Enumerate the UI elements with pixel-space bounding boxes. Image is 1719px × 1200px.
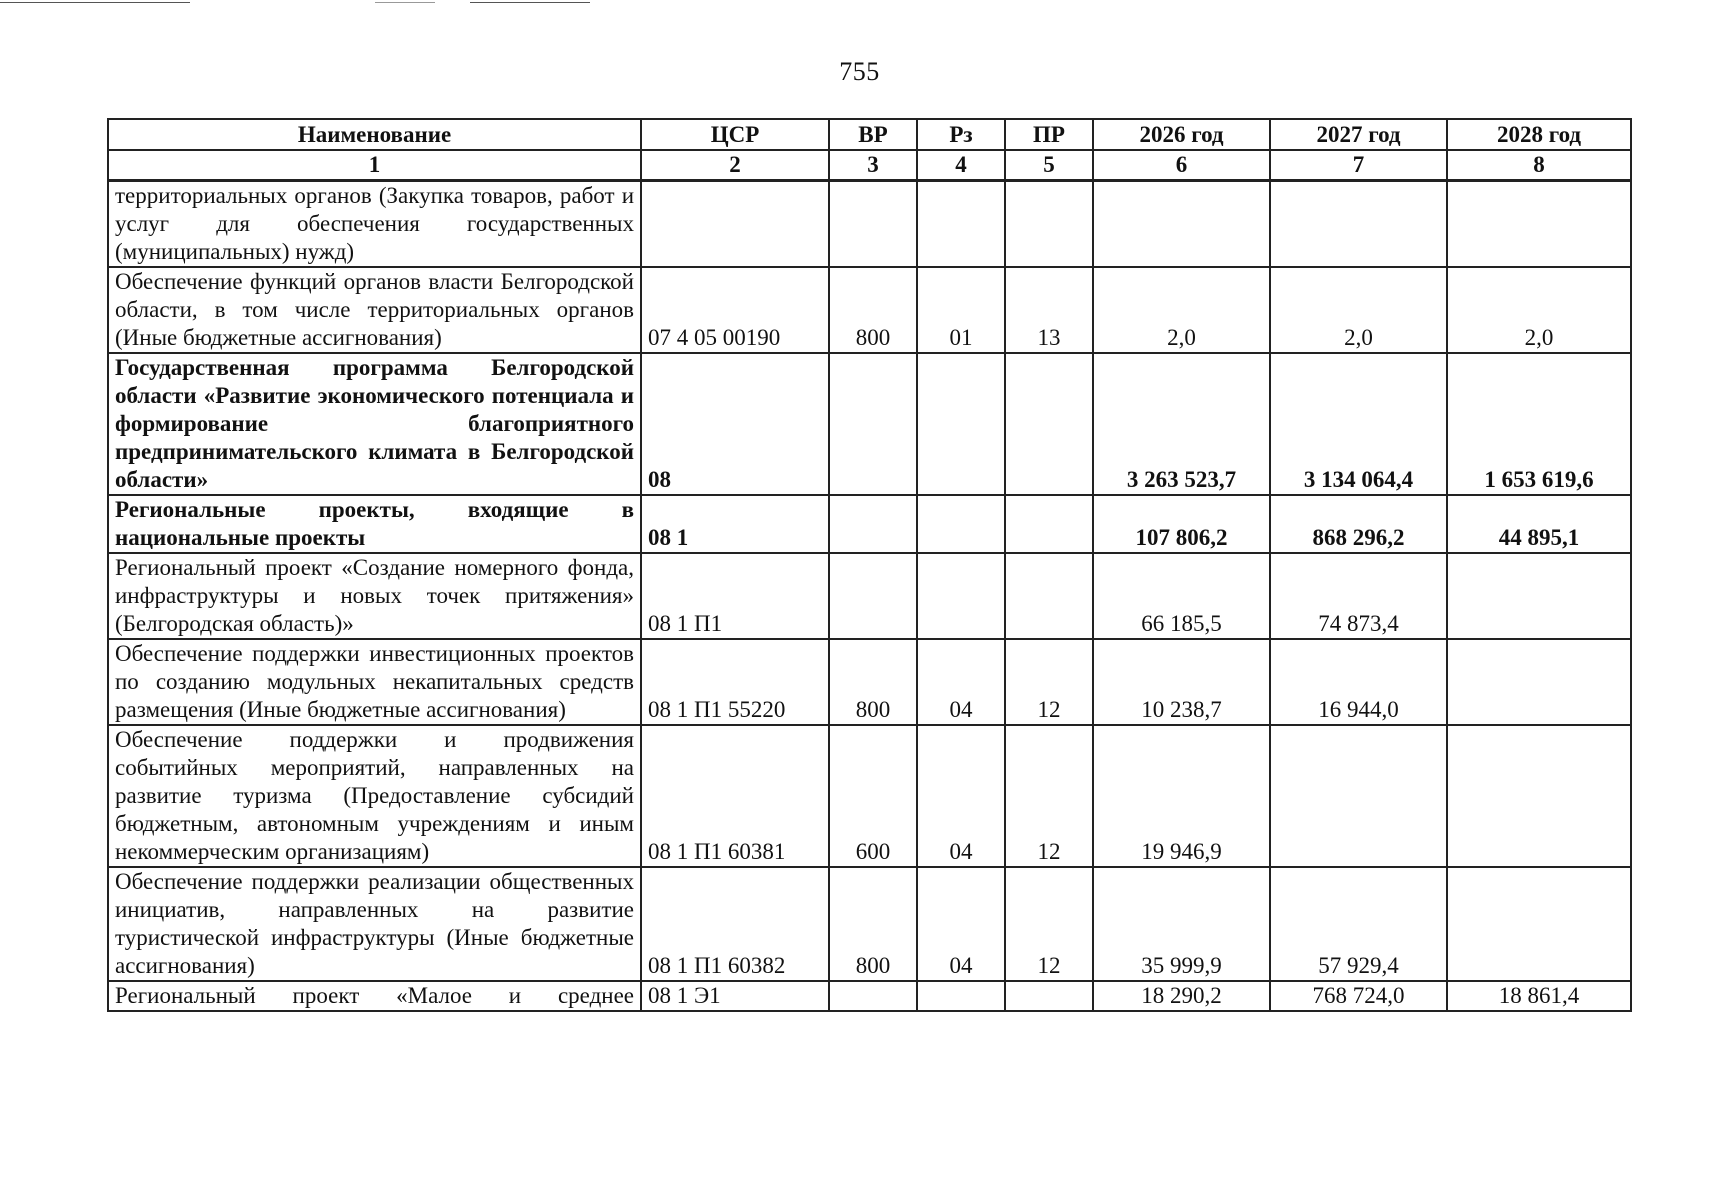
row-2027: 16 944,0 xyxy=(1270,639,1447,725)
column-number-8: 8 xyxy=(1447,150,1631,181)
row-rz: 04 xyxy=(917,639,1005,725)
row-pr xyxy=(1005,181,1093,268)
row-2027 xyxy=(1270,181,1447,268)
row-2026: 66 185,5 xyxy=(1093,553,1270,639)
row-rz xyxy=(917,495,1005,553)
row-csr: 08 1 xyxy=(641,495,829,553)
row-name: Обеспечение поддержки и продвижения событийных мероприятий, направленных на развитие туризма (Предоставление субсидий бюджетным, автономным учреждениям и иным некоммерческим организациям) xyxy=(108,725,641,867)
row-pr: 13 xyxy=(1005,267,1093,353)
row-vr xyxy=(829,495,917,553)
table-row xyxy=(108,553,1631,639)
header-vr: ВР xyxy=(829,119,917,150)
row-csr: 08 1 Э1 xyxy=(641,981,829,1011)
row-rz xyxy=(917,553,1005,639)
row-csr: 07 4 05 00190 xyxy=(641,267,829,353)
top-rule-middle xyxy=(375,2,435,3)
row-2026: 19 946,9 xyxy=(1093,725,1270,867)
row-csr: 08 1 П1 60382 xyxy=(641,867,829,981)
row-name: Государственная программа Белгородской области «Развитие экономического потенциала и формирование благоприятного предпринимательского климата в Белгородской области» xyxy=(108,353,641,495)
column-number-4: 4 xyxy=(917,150,1005,181)
row-name: Региональный проект «Малое и среднее xyxy=(108,981,641,1011)
column-number-7: 7 xyxy=(1270,150,1447,181)
row-vr: 600 xyxy=(829,725,917,867)
row-2027: 868 296,2 xyxy=(1270,495,1447,553)
row-2028 xyxy=(1447,181,1631,268)
row-rz xyxy=(917,181,1005,268)
header-pr: ПР xyxy=(1005,119,1093,150)
page-number: 755 xyxy=(839,57,880,86)
row-pr: 12 xyxy=(1005,639,1093,725)
table-row xyxy=(108,181,1631,268)
column-number-row xyxy=(108,150,1631,181)
header-rz: Рз xyxy=(917,119,1005,150)
table-row xyxy=(108,725,1631,867)
row-vr: 800 xyxy=(829,867,917,981)
row-2028 xyxy=(1447,553,1631,639)
row-rz: 04 xyxy=(917,725,1005,867)
row-2026: 2,0 xyxy=(1093,267,1270,353)
table-row xyxy=(108,981,1631,1011)
budget-table xyxy=(107,118,1632,1012)
row-csr: 08 1 П1 55220 xyxy=(641,639,829,725)
row-vr xyxy=(829,981,917,1011)
row-name: Обеспечение поддержки реализации общественных инициатив, направленных на развитие туристической инфраструктуры (Иные бюджетные ассигнования) xyxy=(108,867,641,981)
row-name: Региональные проекты, входящие в национальные проекты xyxy=(108,495,641,553)
row-2028: 18 861,4 xyxy=(1447,981,1631,1011)
row-pr xyxy=(1005,981,1093,1011)
column-number-3: 3 xyxy=(829,150,917,181)
row-csr xyxy=(641,181,829,268)
row-2028 xyxy=(1447,867,1631,981)
row-vr xyxy=(829,353,917,495)
row-2028 xyxy=(1447,639,1631,725)
row-2026: 18 290,2 xyxy=(1093,981,1270,1011)
row-name: Обеспечение поддержки инвестиционных проектов по созданию модульных некапитальных средств размещения (Иные бюджетные ассигнования) xyxy=(108,639,641,725)
row-2027: 768 724,0 xyxy=(1270,981,1447,1011)
row-2026: 3 263 523,7 xyxy=(1093,353,1270,495)
row-pr: 12 xyxy=(1005,867,1093,981)
header-2028: 2028 год xyxy=(1447,119,1631,150)
row-2027: 2,0 xyxy=(1270,267,1447,353)
row-rz: 01 xyxy=(917,267,1005,353)
row-pr xyxy=(1005,495,1093,553)
table-row xyxy=(108,353,1631,495)
row-name: Региональный проект «Создание номерного фонда, инфраструктуры и новых точек притяжения» (Белгородская область)» xyxy=(108,553,641,639)
row-vr xyxy=(829,553,917,639)
top-rule-right xyxy=(470,2,590,3)
column-number-2: 2 xyxy=(641,150,829,181)
row-2028: 44 895,1 xyxy=(1447,495,1631,553)
row-vr: 800 xyxy=(829,639,917,725)
row-2028: 2,0 xyxy=(1447,267,1631,353)
row-name: Обеспечение функций органов власти Белгородской области, в том числе территориальных органов (Иные бюджетные ассигнования) xyxy=(108,267,641,353)
row-rz xyxy=(917,353,1005,495)
top-rule-left xyxy=(0,2,190,3)
header-2027: 2027 год xyxy=(1270,119,1447,150)
row-2027: 74 873,4 xyxy=(1270,553,1447,639)
header-csr: ЦСР xyxy=(641,119,829,150)
header-2026: 2026 год xyxy=(1093,119,1270,150)
row-vr: 800 xyxy=(829,267,917,353)
row-vr xyxy=(829,181,917,268)
row-rz xyxy=(917,981,1005,1011)
table-row xyxy=(108,867,1631,981)
row-csr: 08 1 П1 60381 xyxy=(641,725,829,867)
column-number-5: 5 xyxy=(1005,150,1093,181)
row-2027: 57 929,4 xyxy=(1270,867,1447,981)
row-2027 xyxy=(1270,725,1447,867)
row-2027: 3 134 064,4 xyxy=(1270,353,1447,495)
row-csr: 08 1 П1 xyxy=(641,553,829,639)
row-2026 xyxy=(1093,181,1270,268)
row-pr xyxy=(1005,553,1093,639)
header-name: Наименование xyxy=(108,119,641,150)
table-row xyxy=(108,267,1631,353)
column-number-6: 6 xyxy=(1093,150,1270,181)
row-2026: 107 806,2 xyxy=(1093,495,1270,553)
table-row xyxy=(108,639,1631,725)
table-row xyxy=(108,495,1631,553)
row-rz: 04 xyxy=(917,867,1005,981)
row-2028: 1 653 619,6 xyxy=(1447,353,1631,495)
header-row xyxy=(108,119,1631,150)
column-number-1: 1 xyxy=(108,150,641,181)
row-csr: 08 xyxy=(641,353,829,495)
row-2026: 10 238,7 xyxy=(1093,639,1270,725)
row-pr xyxy=(1005,353,1093,495)
row-2026: 35 999,9 xyxy=(1093,867,1270,981)
row-2028 xyxy=(1447,725,1631,867)
row-name: территориальных органов (Закупка товаров, работ и услуг для обеспечения государственных (муниципальных) нужд) xyxy=(108,181,641,268)
row-pr: 12 xyxy=(1005,725,1093,867)
